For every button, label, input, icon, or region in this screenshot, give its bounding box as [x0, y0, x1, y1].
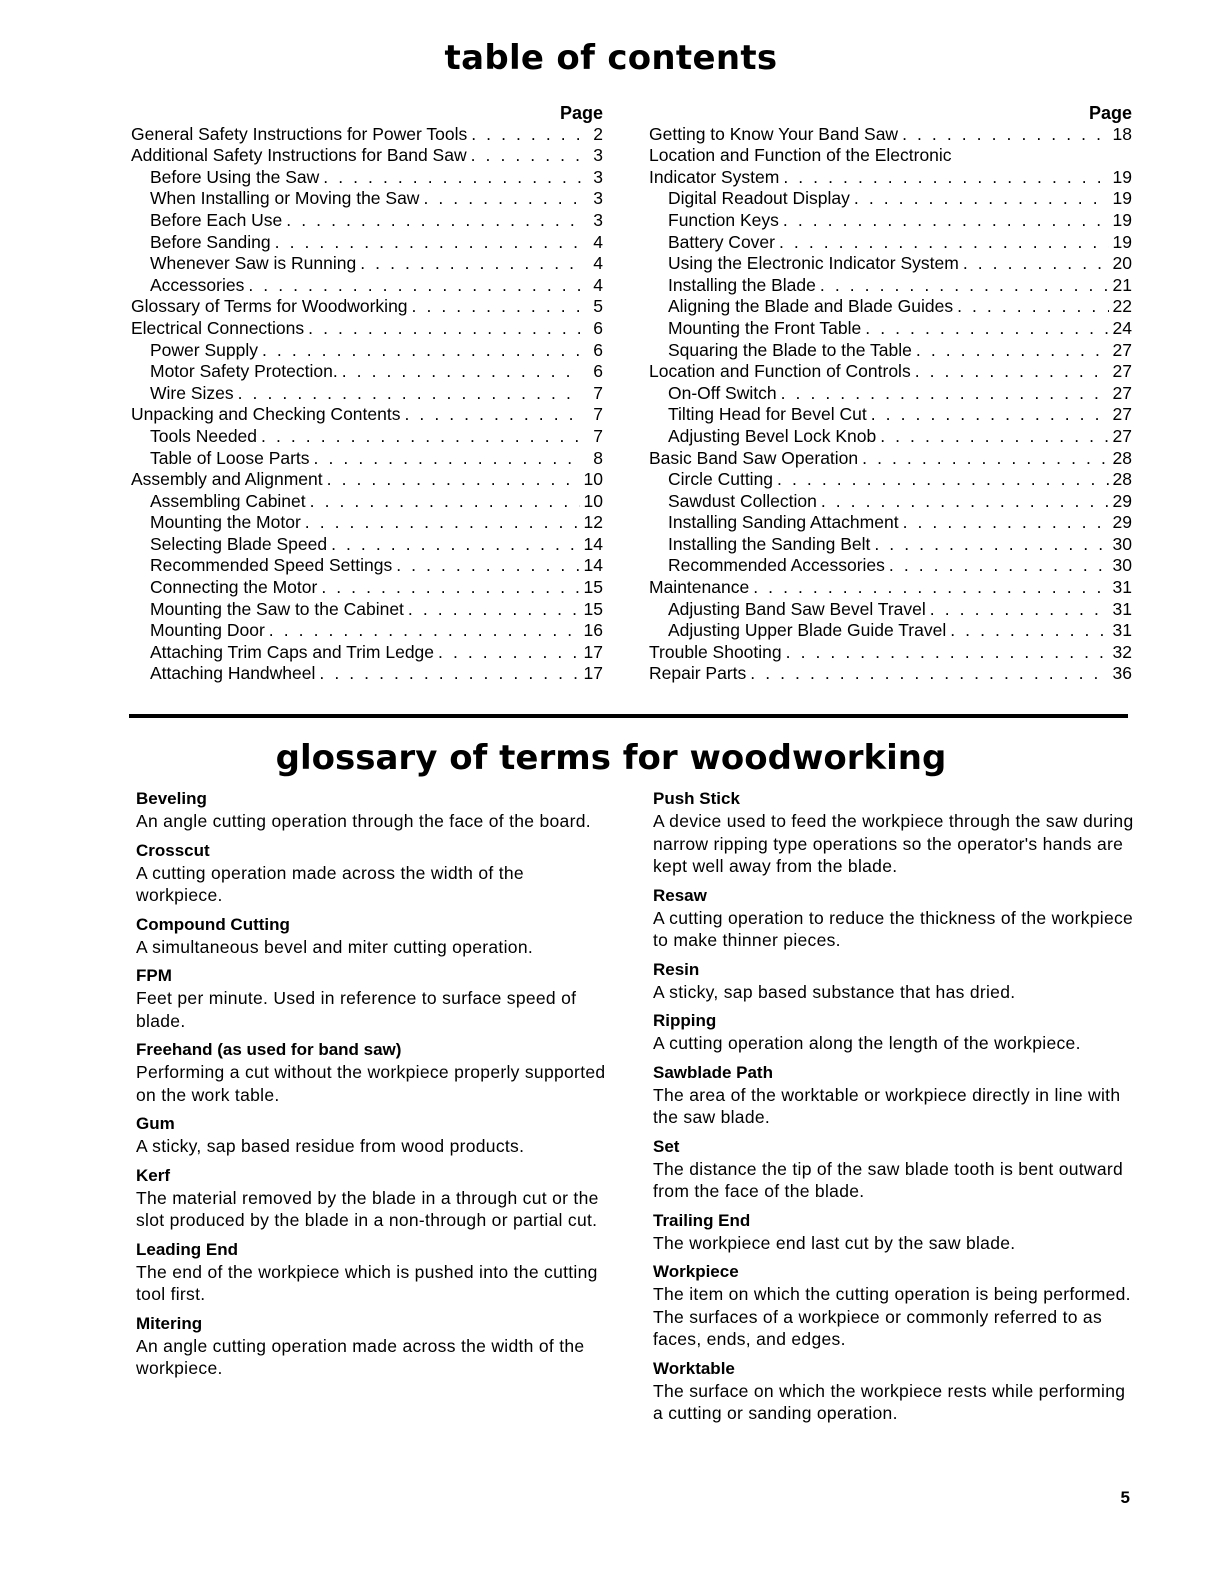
toc-dot-leader — [753, 577, 1108, 597]
toc-entry-page: 15 — [583, 598, 603, 619]
toc-entry-title: Tools Needed — [150, 425, 258, 446]
toc-entry — [649, 316, 1132, 338]
toc-entry — [131, 165, 603, 187]
toc-entry-title: Getting to Know Your Band Saw — [649, 123, 899, 144]
toc-entry-title: Location and Function of the Electronic — [649, 145, 952, 166]
toc-entry-title: Before Using the Saw — [150, 166, 320, 187]
toc-entry-title: Location and Function of Controls — [649, 361, 911, 382]
toc-entry-page: 2 — [593, 123, 603, 144]
toc-entry-title: Recommended Accessories — [668, 555, 885, 576]
toc-entry-title: Installing the Sanding Belt — [668, 533, 871, 554]
toc-entry-title: Additional Safety Instructions for Band Saw — [131, 145, 467, 166]
toc-entry-page: 7 — [593, 382, 603, 403]
toc-entry-title: Attaching Trim Caps and Trim Ledge — [150, 641, 435, 662]
toc-entry-page: 22 — [1112, 296, 1132, 317]
toc-entry-page: 19 — [1112, 166, 1132, 187]
toc-entry-title: Installing the Blade — [668, 274, 816, 295]
glossary-term: Push Stick — [653, 789, 740, 808]
toc-entry — [649, 662, 1132, 684]
glossary-entry — [136, 1165, 611, 1232]
glossary-entry — [653, 1062, 1135, 1129]
toc-dot-leader — [471, 124, 581, 144]
toc-entry-title: Motor Safety Protection. — [150, 361, 338, 382]
toc-dot-leader — [319, 663, 579, 683]
toc-entry-page: 27 — [1112, 339, 1132, 360]
toc-entry-page: 20 — [1112, 253, 1132, 274]
toc-entry-title: Unpacking and Checking Contents — [131, 404, 401, 425]
toc-entry-page: 17 — [583, 663, 603, 684]
toc-entry-title: Mounting the Motor — [150, 512, 301, 533]
toc-entry-title: Maintenance — [649, 577, 750, 598]
toc-entry — [131, 316, 603, 338]
toc-list-left — [131, 122, 603, 683]
toc-entry-title: Recommended Speed Settings — [150, 555, 393, 576]
glossary-entry — [136, 1039, 611, 1106]
toc-entry — [649, 489, 1132, 511]
toc-entry-page: 19 — [1112, 209, 1132, 230]
toc-dot-leader — [916, 340, 1109, 360]
toc-dot-leader — [781, 383, 1109, 403]
glossary-term: Resin — [653, 959, 700, 979]
toc-entry-page: 27 — [1112, 361, 1132, 382]
toc-dot-leader — [238, 383, 581, 403]
toc-entry-title: Whenever Saw is Running — [150, 253, 357, 274]
toc-entry-title: Squaring the Blade to the Table — [668, 339, 912, 360]
toc-entry — [649, 360, 1132, 382]
toc-entry-title: Connecting the Motor — [150, 577, 318, 598]
toc-dot-leader — [915, 361, 1109, 381]
toc-entry-page: 28 — [1112, 469, 1132, 490]
toc-entry-page: 6 — [593, 339, 603, 360]
toc-entry-page: 19 — [1112, 231, 1132, 252]
toc-entry-page: 18 — [1112, 123, 1132, 144]
glossary-definition: The item on which the cutting operation is being performed. The surfaces of a workpiece or commonly referred to as faces, ends, and edges. — [653, 1284, 1131, 1349]
toc-entry-page: 24 — [1112, 317, 1132, 338]
toc-entry — [649, 468, 1132, 490]
toc-entry-title: Table of Loose Parts — [150, 447, 310, 468]
toc-entry — [131, 208, 603, 230]
glossary-definition: A cutting operation made across the width of the workpiece. — [136, 862, 524, 905]
glossary-entry — [653, 788, 1135, 878]
toc-dot-leader — [874, 534, 1108, 554]
toc-entry-page: 5 — [593, 296, 603, 317]
toc-dot-leader — [261, 426, 581, 446]
glossary-definition: A cutting operation to reduce the thickness of the workpiece to make thinner pieces. — [653, 907, 1134, 950]
toc-entry — [131, 468, 603, 490]
toc-entry-page: 27 — [1112, 404, 1132, 425]
toc-entry-page: 4 — [593, 274, 603, 295]
glossary-entry — [653, 1210, 1135, 1255]
toc-dot-leader — [275, 232, 581, 252]
toc-entry — [649, 575, 1132, 597]
toc-entry-page: 17 — [583, 641, 603, 662]
glossary-definition: An angle cutting operation through the face of the board. — [136, 811, 591, 831]
toc-dot-leader — [889, 555, 1109, 575]
toc-dot-leader — [408, 599, 580, 619]
toc-dot-leader — [342, 361, 581, 381]
toc-entry-page: 27 — [1112, 425, 1132, 446]
toc-entry-page: 7 — [593, 425, 603, 446]
toc-entry-page: 31 — [1112, 598, 1132, 619]
toc-entry-page: 3 — [593, 166, 603, 187]
glossary-definition: The end of the workpiece which is pushed into the cutting tool first. — [136, 1261, 598, 1304]
toc-entry — [649, 403, 1132, 425]
toc-entry-page: 3 — [593, 188, 603, 209]
toc-entry — [649, 619, 1132, 641]
glossary-definition: The distance the tip of the saw blade tooth is bent outward from the face of the blade. — [653, 1158, 1124, 1201]
toc-entry — [649, 381, 1132, 403]
glossary-definition: A cutting operation along the length of the workpiece. — [653, 1033, 1081, 1053]
toc-entry-title: When Installing or Moving the Saw — [150, 188, 420, 209]
toc-entry-title: Glossary of Terms for Woodworking — [131, 296, 408, 317]
glossary-title: glossary of terms for woodworking — [275, 738, 947, 778]
page-number: 5 — [1120, 1488, 1130, 1507]
glossary-definition: The material removed by the blade in a through cut or the slot produced by the blade in a non-through or partial cut. — [136, 1187, 599, 1230]
glossary-term: Resaw — [653, 885, 707, 905]
toc-page-header: Page — [559, 103, 603, 123]
toc-entry-title: Repair Parts — [649, 663, 747, 684]
toc-entry — [131, 662, 603, 684]
glossary-definition: A sticky, sap based substance that has dried. — [653, 981, 1016, 1002]
toc-left-column — [131, 104, 603, 683]
toc-entry-page: 16 — [583, 620, 603, 641]
toc-entry-title: Using the Electronic Indicator System — [668, 253, 959, 274]
toc-entry — [649, 424, 1132, 446]
glossary-term: Workpiece — [653, 1262, 739, 1281]
toc-list-right — [649, 122, 1132, 683]
toc-entry-page: 31 — [1112, 620, 1132, 641]
toc-dot-leader — [880, 426, 1108, 446]
glossary-term: Set — [653, 1136, 680, 1156]
toc-entry — [131, 230, 603, 252]
glossary-term: Worktable — [653, 1358, 735, 1378]
toc-entry-title: Basic Band Saw Operation — [649, 447, 859, 468]
toc-entry — [649, 446, 1132, 468]
glossary-entry — [136, 1313, 611, 1380]
toc-entry — [649, 252, 1132, 274]
toc-entry — [649, 511, 1132, 533]
section-divider — [129, 714, 1128, 718]
toc-entry-title: General Safety Instructions for Power Tools — [131, 123, 468, 144]
toc-entry-page: 15 — [583, 577, 603, 598]
glossary-definition: The area of the worktable or workpiece directly in line with the saw blade. — [653, 1084, 1121, 1127]
glossary-term: Mitering — [136, 1313, 203, 1333]
toc-entry — [131, 381, 603, 403]
glossary-term: Gum — [136, 1114, 175, 1133]
toc-entry-title: Mounting the Saw to the Cabinet — [150, 598, 404, 619]
glossary-definition: A sticky, sap based residue from wood products. — [136, 1136, 525, 1156]
toc-entry-title: Battery Cover — [668, 231, 775, 252]
glossary-definition: A simultaneous bevel and miter cutting operation. — [136, 936, 534, 957]
toc-entry-title: Aligning the Blade and Blade Guides — [668, 296, 954, 317]
toc-entry — [649, 273, 1132, 295]
glossary-entry — [136, 788, 611, 833]
toc-dot-leader — [471, 145, 581, 165]
toc-entry-title: Digital Readout Display — [668, 188, 850, 209]
toc-dot-leader — [323, 167, 581, 187]
toc-entry-title: Sawdust Collection — [668, 490, 817, 511]
toc-entry-title: Assembly and Alignment — [131, 469, 323, 490]
toc-dot-leader — [269, 620, 580, 640]
toc-entry — [649, 532, 1132, 554]
glossary-entry — [653, 1010, 1135, 1055]
toc-entry-page: 27 — [1112, 382, 1132, 403]
toc-entry-title: Attaching Handwheel — [150, 663, 316, 684]
toc-dot-leader — [321, 577, 579, 597]
toc-dot-leader — [783, 167, 1108, 187]
glossary-entry — [653, 1136, 1135, 1203]
toc-entry — [131, 619, 603, 641]
toc-dot-leader — [412, 296, 581, 316]
toc-entry — [649, 597, 1132, 619]
toc-right-column — [649, 104, 1132, 683]
toc-entry-title: Function Keys — [668, 209, 779, 230]
glossary-definition: A device used to feed the workpiece through the saw during narrow ripping type operations so the operator's hands are kept well away from the blade. — [653, 811, 1134, 876]
toc-entry-title: Power Supply — [150, 339, 258, 360]
toc-entry-page: 10 — [583, 490, 603, 511]
toc-dot-leader — [902, 124, 1108, 144]
toc-entry — [131, 360, 603, 382]
toc-entry-title: Adjusting Upper Blade Guide Travel — [668, 620, 947, 641]
toc-entry — [131, 144, 603, 166]
toc-entry-page: 19 — [1112, 188, 1132, 209]
toc-entry — [131, 489, 603, 511]
glossary-term: Sawblade Path — [653, 1062, 773, 1082]
toc-dot-leader — [957, 296, 1108, 316]
toc-dot-leader — [310, 491, 580, 511]
toc-dot-leader — [854, 188, 1109, 208]
toc-entry-title: Adjusting Bevel Lock Knob — [668, 425, 877, 446]
toc-entry — [131, 403, 603, 425]
toc-dot-leader — [930, 599, 1109, 619]
toc-entry-page: 7 — [593, 404, 603, 425]
toc-dot-leader — [821, 491, 1109, 511]
glossary-term: Beveling — [136, 789, 207, 808]
toc-entry-title: Before Sanding — [150, 231, 271, 252]
glossary-term: Compound Cutting — [136, 914, 290, 934]
toc-dot-leader — [950, 620, 1108, 640]
glossary-left-column — [136, 788, 611, 1380]
toc-entry — [649, 295, 1132, 317]
toc-dot-leader — [862, 448, 1108, 468]
toc-entry-page: 29 — [1112, 512, 1132, 533]
glossary-entry — [136, 840, 611, 907]
toc-entry-page: 36 — [1112, 663, 1132, 684]
toc-dot-leader — [404, 404, 581, 424]
glossary-definition: The surface on which the workpiece rests while performing a cutting or sanding operation. — [653, 1380, 1126, 1423]
toc-entry-page: 28 — [1112, 447, 1132, 468]
toc-dot-leader — [327, 469, 580, 489]
toc-entry-title: Electrical Connections — [131, 317, 305, 338]
toc-entry-title: Installing Sanding Attachment — [668, 512, 899, 533]
toc-entry — [131, 122, 603, 144]
glossary-entry — [136, 965, 611, 1032]
toc-dot-leader — [777, 469, 1108, 489]
toc-dot-leader — [438, 642, 580, 662]
toc-entry-page: 6 — [593, 317, 603, 338]
toc-entry-title: Mounting Door — [150, 620, 265, 641]
toc-dot-leader — [750, 663, 1108, 683]
toc-entry-title: Indicator System — [649, 166, 780, 187]
toc-dot-leader — [865, 318, 1108, 338]
toc-title: table of contents — [444, 38, 778, 78]
glossary-entry — [136, 1113, 611, 1158]
toc-dot-leader — [820, 275, 1109, 295]
glossary-definition: Performing a cut without the workpiece properly supported on the work table. — [136, 1062, 606, 1105]
toc-entry-title: Assembling Cabinet — [150, 490, 306, 511]
toc-entry — [131, 273, 603, 295]
toc-entry — [649, 144, 1132, 166]
toc-entry-title: Selecting Blade Speed — [150, 533, 328, 554]
toc-entry-title: Circle Cutting — [668, 469, 774, 490]
toc-dot-leader — [308, 318, 581, 338]
toc-dot-leader — [779, 232, 1109, 252]
toc-entry — [649, 122, 1132, 144]
toc-dot-leader — [286, 210, 581, 230]
toc-entry — [131, 575, 603, 597]
toc-entry-title: Wire Sizes — [150, 382, 234, 403]
glossary-definition: An angle cutting operation made across the width of the workpiece. — [136, 1335, 585, 1378]
glossary-definition: The workpiece end last cut by the saw blade. — [653, 1232, 1016, 1253]
toc-entry-page: 12 — [583, 512, 603, 533]
toc-entry-title: Before Each Use — [150, 209, 283, 230]
toc-entry — [649, 165, 1132, 187]
toc-entry — [131, 532, 603, 554]
toc-entry-title: Mounting the Front Table — [668, 317, 862, 338]
toc-dot-leader — [783, 210, 1109, 230]
toc-entry — [131, 511, 603, 533]
toc-entry — [131, 338, 603, 360]
glossary-term: Kerf — [136, 1165, 171, 1185]
glossary-entry — [136, 1239, 611, 1306]
toc-entry-page: 32 — [1112, 641, 1132, 662]
toc-entry-page: 3 — [593, 145, 603, 166]
glossary-term: Trailing End — [653, 1210, 751, 1230]
toc-dot-leader — [360, 253, 581, 273]
glossary-term: Leading End — [136, 1239, 238, 1259]
toc-entry-page: 31 — [1112, 577, 1132, 598]
toc-dot-leader — [871, 404, 1109, 424]
toc-entry-page: 21 — [1112, 274, 1132, 295]
toc-entry-page: 30 — [1112, 533, 1132, 554]
toc-dot-leader — [262, 340, 581, 360]
toc-dot-leader — [248, 275, 581, 295]
toc-entry — [649, 554, 1132, 576]
toc-entry-title: Accessories — [150, 274, 245, 295]
toc-entry-page: 10 — [583, 469, 603, 490]
toc-entry — [131, 446, 603, 468]
toc-entry — [649, 230, 1132, 252]
toc-entry-page: 30 — [1112, 555, 1132, 576]
toc-entry-page: 4 — [593, 231, 603, 252]
glossary-entry — [653, 1358, 1135, 1425]
toc-dot-leader — [314, 448, 581, 468]
glossary-entry — [653, 959, 1135, 1004]
toc-dot-leader — [786, 642, 1109, 662]
toc-entry-page: 3 — [593, 209, 603, 230]
toc-entry-title: Tilting Head for Bevel Cut — [668, 404, 867, 425]
toc-entry — [131, 252, 603, 274]
toc-entry-page: 29 — [1112, 490, 1132, 511]
toc-dot-leader — [331, 534, 579, 554]
toc-dot-leader — [903, 512, 1109, 532]
toc-dot-leader — [423, 188, 581, 208]
glossary-term: Crosscut — [136, 840, 210, 860]
toc-entry-title: Trouble Shooting — [649, 641, 782, 662]
toc-entry-page: 14 — [583, 533, 603, 554]
glossary-entry — [653, 885, 1135, 952]
glossary-definition: Feet per minute. Used in reference to surface speed of blade. — [136, 988, 577, 1031]
glossary-term: Freehand (as used for band saw) — [136, 1040, 402, 1059]
glossary-term: Ripping — [653, 1011, 717, 1030]
toc-entry — [131, 424, 603, 446]
toc-entry-page: 6 — [593, 361, 603, 382]
toc-entry-title: On-Off Switch — [668, 382, 777, 403]
toc-entry — [649, 208, 1132, 230]
toc-entry — [649, 640, 1132, 662]
toc-entry-page: 14 — [583, 555, 603, 576]
toc-dot-leader — [396, 555, 579, 575]
glossary-right-column — [653, 788, 1135, 1425]
toc-entry — [131, 597, 603, 619]
toc-entry-title: Adjusting Band Saw Bevel Travel — [668, 598, 926, 619]
toc-entry-page: 8 — [593, 447, 603, 468]
toc-dot-leader — [963, 253, 1109, 273]
toc-entry — [131, 187, 603, 209]
glossary-entry — [136, 914, 611, 959]
glossary-entry — [653, 1261, 1135, 1351]
toc-entry — [649, 187, 1132, 209]
toc-entry — [131, 640, 603, 662]
toc-entry — [131, 295, 603, 317]
toc-dot-leader — [305, 512, 580, 532]
glossary-term: FPM — [136, 966, 172, 985]
toc-page-header: Page — [1088, 103, 1132, 123]
toc-entry — [131, 554, 603, 576]
toc-entry — [649, 338, 1132, 360]
toc-entry-page: 4 — [593, 253, 603, 274]
